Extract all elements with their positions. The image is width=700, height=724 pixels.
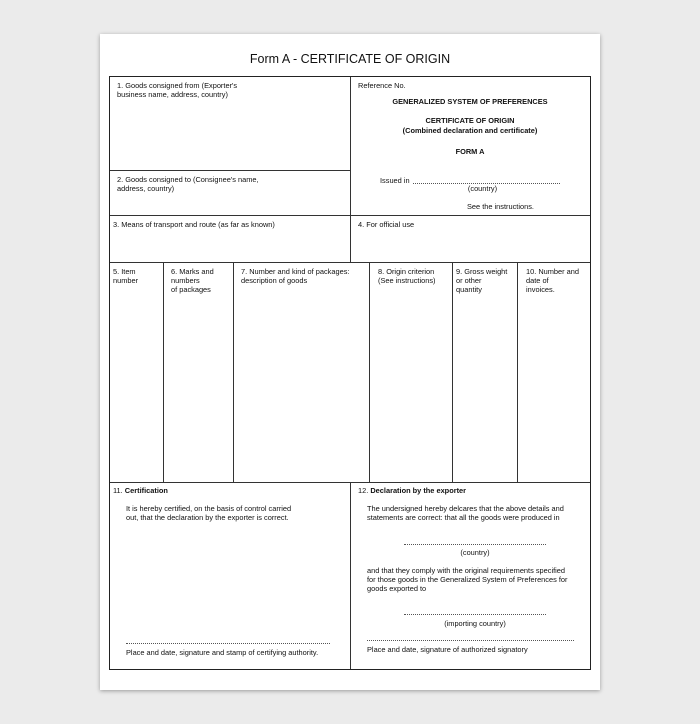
divider-col-6-7 xyxy=(233,262,234,482)
certification-footer: Place and date, signature and stamp of certifying authority. xyxy=(126,648,319,657)
importing-country-label: (importing country) xyxy=(444,619,506,628)
divider-col-5-6 xyxy=(163,262,164,482)
col-item-number: 5. Item number xyxy=(113,267,139,285)
form-a-heading: FORM A xyxy=(455,147,485,156)
col-invoices: 10. Number and date of invoices. xyxy=(526,267,579,294)
box4-label: 4. For official use xyxy=(358,220,415,229)
certification-text: It is hereby certified, on the basis of control carried out, that the declaration by the exporter is correct. xyxy=(126,504,292,522)
gsp-heading: GENERALIZED SYSTEM OF PREFERENCES xyxy=(392,97,548,106)
divider-col-9-10 xyxy=(517,262,518,482)
declaration-footer: Place and date, signature of authorized signatory xyxy=(367,645,528,654)
box11-number: 11. xyxy=(113,486,123,495)
divider-box1-box2 xyxy=(110,170,350,171)
box12-number: 12. xyxy=(358,486,369,495)
divider-col-8-9 xyxy=(452,262,453,482)
divider-col-7-8 xyxy=(369,262,370,482)
divider-box3-box4 xyxy=(350,215,351,262)
certifying-signature-field[interactable] xyxy=(126,643,330,644)
issued-in-label: Issued in xyxy=(380,176,410,185)
declaration-text-1: The undersigned hereby delcares that the above details and statements are correct: that all the goods were produced in xyxy=(367,504,564,522)
production-country-field[interactable] xyxy=(404,544,546,545)
production-country-label: (country) xyxy=(460,548,490,557)
divider-box11-box12 xyxy=(350,482,351,669)
box11-title: Certification xyxy=(124,486,168,495)
box12-title: Declaration by the exporter xyxy=(370,486,467,495)
box3-label: 3. Means of transport and route (as far as known) xyxy=(113,220,275,229)
col-gross-weight: 9. Gross weight or other quantity xyxy=(456,267,508,294)
col-description: 7. Number and kind of packages: description of goods xyxy=(241,267,350,285)
reference-label: Reference No. xyxy=(358,81,406,90)
col-origin-criterion: 8. Origin criterion (See instructions) xyxy=(378,267,436,285)
col-marks-numbers: 6. Marks and numbers of packages xyxy=(171,267,214,294)
exporter-signature-field[interactable] xyxy=(367,640,574,641)
document-page xyxy=(100,34,600,690)
combined-heading: (Combined declaration and certificate) xyxy=(402,126,538,135)
issued-country-label: (country) xyxy=(467,184,498,193)
form-frame xyxy=(109,76,591,670)
box1-label: 1. Goods consigned from (Exporter's business name, address, country) xyxy=(117,81,238,99)
box11-heading xyxy=(113,486,168,495)
importing-country-field[interactable] xyxy=(404,614,546,615)
page-title: Form A - CERTIFICATE OF ORIGIN xyxy=(249,52,451,66)
certificate-heading: CERTIFICATE OF ORIGIN xyxy=(425,116,515,125)
box12-heading xyxy=(358,486,466,495)
declaration-text-2: and that they comply with the original requirements specified for those goods in the Generalized System of Preferences for goods exported to xyxy=(367,566,568,593)
see-instructions: See the instructions. xyxy=(467,202,534,211)
divider-row3 xyxy=(110,262,590,263)
box2-label: 2. Goods consigned to (Consignee's name, address, country) xyxy=(117,175,259,193)
